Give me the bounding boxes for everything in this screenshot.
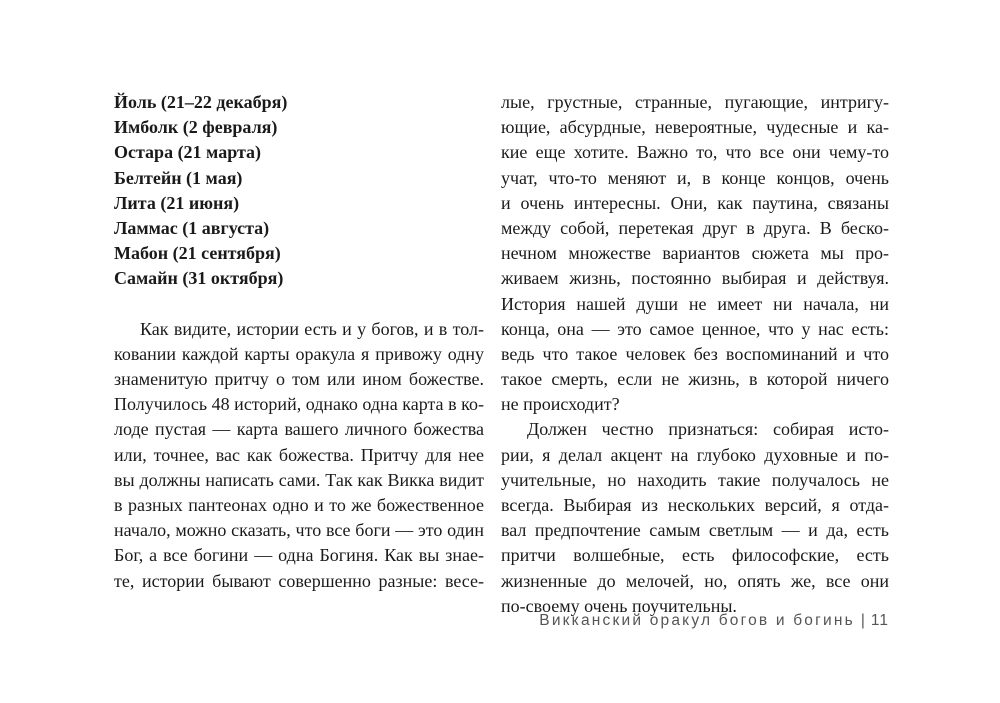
text-line: такое смерть, если не жизнь, в которой ничего	[501, 369, 889, 390]
text-line: нечном множестве вариантов сюжета мы про-	[501, 243, 889, 264]
text-line: всегда. Выбирая из нескольких версий, я отда-	[501, 495, 889, 515]
holiday-item: Ламмас (1 августа)	[114, 217, 270, 238]
text-line: лоде пустая — карта вашего личного божества	[114, 419, 484, 440]
text-line: рии, я делал акцент на глубоко духовные и по-	[501, 444, 889, 465]
text-line: и очень интересны. Они, как паутина, связаны	[501, 192, 889, 213]
text-line: по-своему очень поучительны.	[501, 595, 737, 616]
text-line: начало, можно сказать, что все боги — это один	[114, 520, 484, 541]
text-line: между собой, перетекая друг в друга. В беско-	[501, 217, 889, 238]
text-line: История нашей души не имеет ни начала, ни	[501, 293, 889, 314]
text-line: Бог, а все богини — одна Богиня. Как вы знае-	[114, 545, 484, 566]
text-line: учительные, но находить такие получалось не	[501, 469, 889, 490]
holiday-item: Остара (21 марта)	[114, 142, 262, 163]
text-line: ведь что такое человек без воспоминаний и что	[501, 343, 889, 364]
text-line: ющие, абсурдные, невероятные, чудесные и ка-	[501, 117, 889, 138]
text-line: притчи волшебные, есть философские, есть	[501, 545, 889, 566]
text-line: лые, грустные, странные, пугающие, интригу-	[501, 92, 889, 112]
running-footer	[539, 612, 889, 630]
text-line: Должен честно признаться: собирая исто-	[527, 419, 889, 440]
paragraph-gap	[114, 292, 484, 317]
text-line: учат, что-то меняют и, в конце концов, очень	[501, 167, 889, 188]
text-line: или, точнее, вас как божества. Притчу для нее	[114, 444, 484, 465]
text-line: Получилось 48 историй, однако одна карта в ко-	[114, 394, 484, 415]
page-number: 11	[870, 612, 889, 629]
holiday-item: Мабон (21 сентября)	[114, 243, 281, 264]
holiday-item: Самайн (31 октября)	[114, 268, 284, 289]
running-title: Викканский оракул богов и богинь	[539, 612, 855, 629]
holiday-item: Белтейн (1 мая)	[114, 167, 243, 188]
text-line: вы должны написать сами. Так как Викка видит	[114, 469, 484, 490]
text-line: в разных пантеонах одно и то же божественное	[114, 495, 484, 515]
left-column	[114, 90, 484, 594]
text-line: живаем жизнь, постоянно выбирая и действуя.	[501, 268, 889, 289]
holiday-item: Имболк (2 февраля)	[114, 117, 278, 138]
text-line: те, истории бывают совершенно разные: весе-	[114, 570, 484, 591]
holiday-item: Лита (21 июня)	[114, 192, 240, 213]
body-paragraph	[501, 90, 889, 417]
holiday-list	[114, 90, 484, 292]
text-line: не происходит?	[501, 394, 620, 415]
right-column	[501, 90, 889, 619]
text-line: вал предпочтение самым светлым — и да, есть	[501, 520, 889, 541]
body-paragraph	[114, 317, 484, 594]
text-line: знаменитую притчу о том или ином божестве.	[114, 369, 484, 390]
text-line: конца, она — это самое ценное, что у нас есть:	[501, 318, 889, 339]
text-line: кие еще хотите. Важно то, что все они чему-то	[501, 142, 889, 163]
text-line: жизненные до мелочей, но, опять же, все они	[501, 570, 889, 591]
holiday-item: Йоль (21–22 декабря)	[114, 92, 288, 112]
body-paragraph	[501, 417, 889, 619]
footer-separator: |	[860, 612, 865, 629]
text-line: ковании каждой карты оракула я привожу одну	[114, 343, 484, 364]
text-line: Как видите, истории есть и у богов, и в тол-	[140, 318, 484, 339]
